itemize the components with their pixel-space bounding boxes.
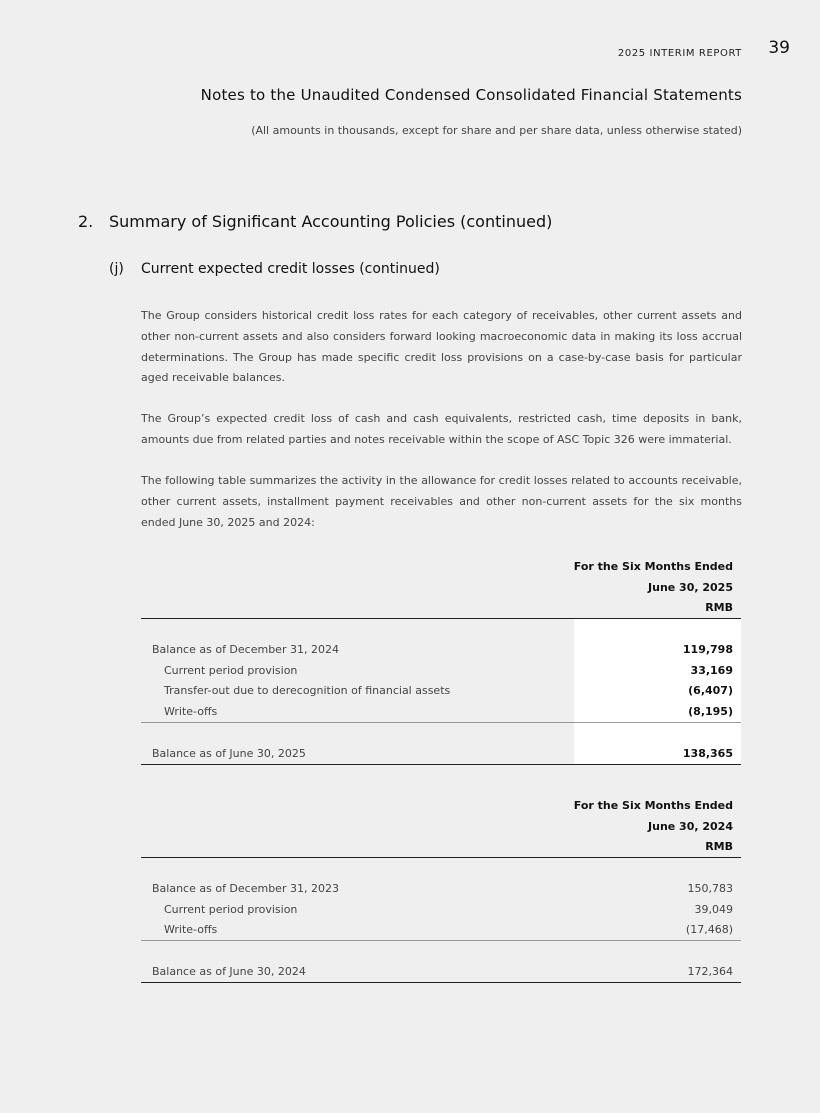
row-value: 138,365	[574, 743, 741, 764]
table-row	[141, 919, 741, 940]
table-header-date: June 30, 2025	[648, 580, 733, 594]
row-label: Write-offs	[164, 704, 218, 718]
allowance-table-2024	[141, 795, 741, 983]
page-number: 39	[768, 38, 790, 58]
table-row	[141, 660, 741, 681]
table-row	[141, 961, 741, 982]
paragraph-credit-loss-rates: The Group considers historical credit loss rates for each category of receivables, other current assets and other non-current assets and also considers forward looking macroeconomic data in making its loss accrual determinations. The Group has made specific credit loss provisions on a case-by-case basis for particular aged receivable balances.	[141, 309, 742, 385]
subsection-number: (j)	[109, 261, 124, 277]
row-value: (17,468)	[685, 923, 733, 937]
row-label: Current period provision	[164, 663, 298, 677]
row-value: 172,364	[574, 961, 741, 982]
row-value: (8,195)	[574, 701, 741, 722]
table-row	[141, 878, 741, 899]
row-value: 119,798	[574, 639, 741, 660]
row-label: Balance as of December 31, 2023	[152, 881, 339, 895]
table-row	[141, 743, 741, 764]
table-row	[141, 701, 741, 722]
section-number: 2.	[78, 212, 94, 231]
page-title: Notes to the Unaudited Condensed Consolidated Financial Statements	[200, 86, 742, 104]
table-row	[141, 899, 741, 920]
table-header-currency: RMB	[705, 840, 733, 854]
row-value: 33,169	[574, 660, 741, 681]
row-value: 150,783	[687, 881, 733, 895]
row-label: Balance as of December 31, 2024	[152, 642, 339, 656]
row-value: 39,049	[694, 902, 733, 916]
table-header-date: June 30, 2024	[648, 819, 733, 833]
table-header-currency: RMB	[705, 601, 733, 615]
row-label: Balance as of June 30, 2025	[141, 743, 574, 764]
row-value: (6,407)	[574, 680, 741, 701]
row-label: Balance as of June 30, 2024	[141, 961, 574, 982]
row-label: Current period provision	[164, 902, 298, 916]
table-row	[141, 639, 741, 660]
table-header-period: For the Six Months Ended	[573, 559, 733, 573]
paragraph-table-intro: The following table summarizes the activity in the allowance for credit losses related to accounts receivable, other current assets, installment payment receivables and other non-current assets for the six months ended June 30, 2025 and 2024:	[141, 474, 742, 529]
table-header-period: For the Six Months Ended	[573, 798, 733, 812]
paragraph-immaterial-losses: The Group’s expected credit loss of cash and cash equivalents, restricted cash, time deposits in bank, amounts due from related parties and notes receivable within the scope of ASC Topic 326 were immaterial.	[141, 412, 742, 446]
subsection-title: Current expected credit losses (continued)	[141, 261, 440, 277]
page-subtitle: (All amounts in thousands, except for share and per share data, unless otherwise stated)	[251, 124, 742, 137]
row-label: Write-offs	[164, 923, 218, 937]
allowance-table-2025	[141, 556, 741, 765]
row-label: Transfer-out due to derecognition of financial assets	[164, 684, 451, 698]
report-name: 2025 INTERIM REPORT	[617, 48, 742, 59]
table-row	[141, 680, 741, 701]
section-title: Summary of Significant Accounting Policies (continued)	[109, 212, 553, 231]
